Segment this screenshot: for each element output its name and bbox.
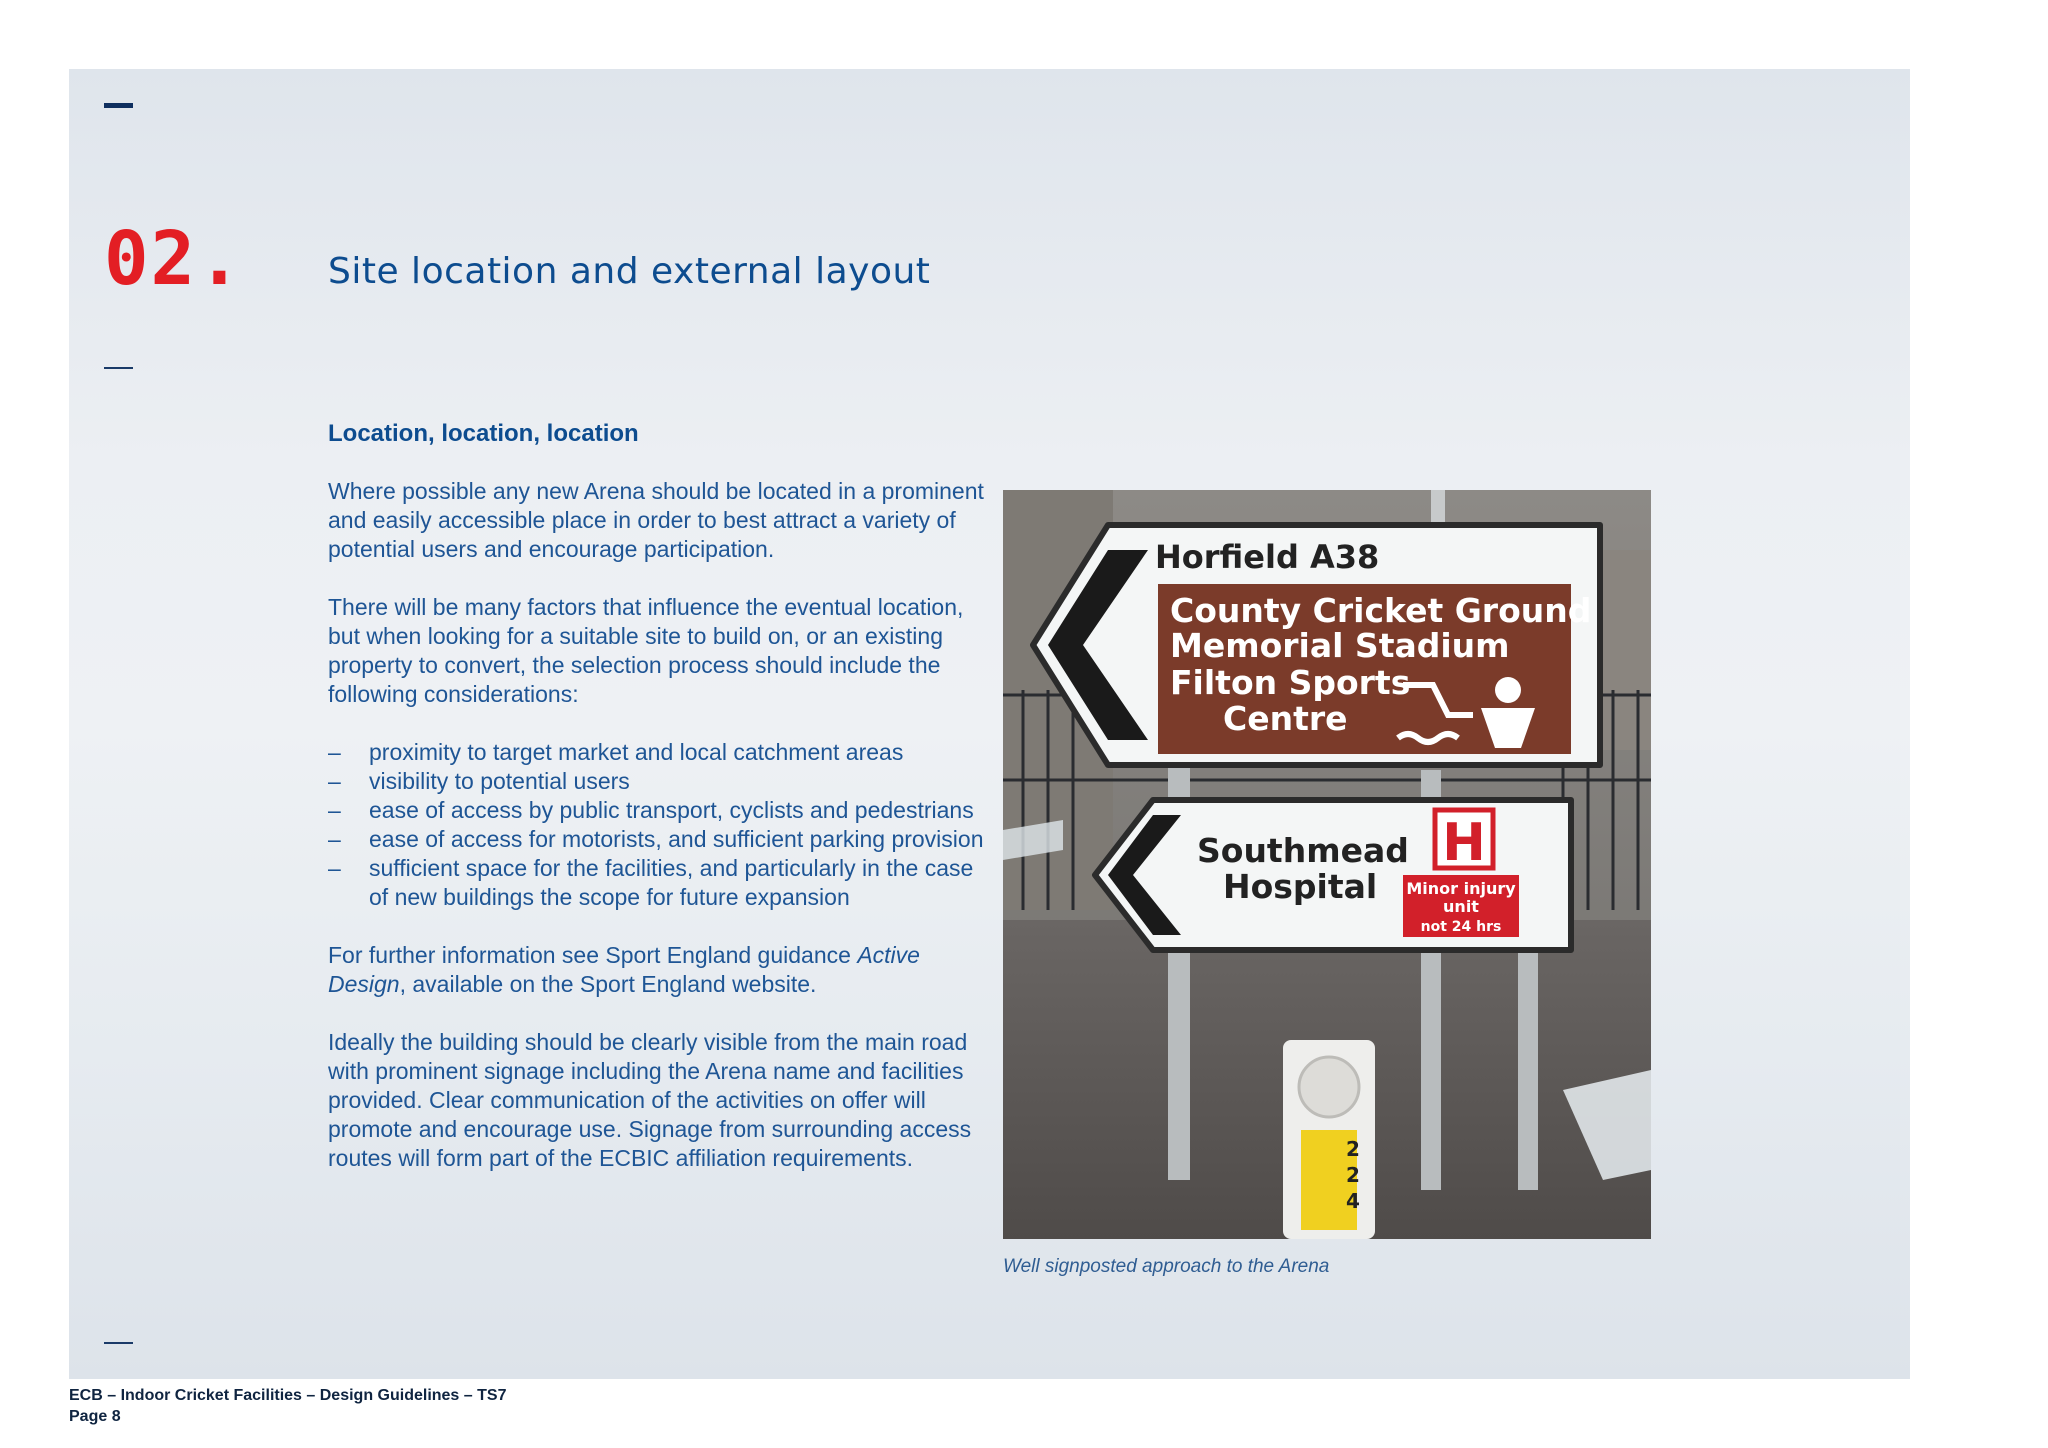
sign-destination: Filton Sports xyxy=(1170,663,1411,702)
sign-route-text: Horfield A38 xyxy=(1155,538,1380,576)
signpost-photo xyxy=(1003,490,1651,1239)
page-footer xyxy=(69,1385,506,1427)
hospital-letter: H xyxy=(1442,813,1486,873)
text: , available on the Sport England website. xyxy=(399,970,817,997)
guidance-title: Active Design xyxy=(328,941,920,997)
list-item: – ease of access for motorists, and sufficient parking provision xyxy=(328,825,988,854)
bollard-number: 4 xyxy=(1346,1189,1360,1213)
body-text xyxy=(328,420,988,1202)
sign-destination: Memorial Stadium xyxy=(1170,626,1510,665)
list-item: – proximity to target market and local catchment areas xyxy=(328,738,988,767)
list-item: – ease of access by public transport, cyclists and pedestrians xyxy=(328,796,988,825)
sign-destination: County Cricket Ground xyxy=(1170,591,1592,630)
section-heading: Location, location, location xyxy=(328,420,639,447)
bollard-number: 2 xyxy=(1346,1163,1360,1187)
photo-caption: Well signposted approach to the Arena xyxy=(1003,1256,1330,1277)
section-marker-dash xyxy=(104,103,133,108)
divider-dash xyxy=(104,367,133,369)
page-number: Page 8 xyxy=(69,1408,121,1425)
paragraph: There will be many factors that influence the eventual location, but when looking for a suitable site to build on, or an existing property to convert, the selection process should include the following considerations: xyxy=(328,593,964,707)
chapter-number: 02. xyxy=(104,216,244,302)
bollard-lamp xyxy=(1299,1057,1359,1117)
list-item: – visibility to potential users xyxy=(328,767,988,796)
bollard-number: 2 xyxy=(1346,1137,1360,1161)
sign-destination: Hospital xyxy=(1223,867,1378,906)
minor-injury-text: unit xyxy=(1443,897,1479,916)
text: For further information see Sport England guidance xyxy=(328,941,858,968)
paragraph: Ideally the building should be clearly visible from the main road with prominent signage including the Arena name and facilities provided. Clear communication of the activities on offer will promote and encourage use. Signage from surrounding access routes will form part of the ECBIC affiliation requirements. xyxy=(328,1028,972,1171)
document-title: ECB – Indoor Cricket Facilities – Design Guidelines – TS7 xyxy=(69,1387,507,1404)
sign-destination: Centre xyxy=(1223,699,1348,738)
considerations-list xyxy=(328,738,988,912)
chapter-title: Site location and external layout xyxy=(328,251,931,292)
minor-injury-text: Minor injury xyxy=(1406,879,1516,898)
minor-injury-text: not 24 hrs xyxy=(1420,919,1502,935)
list-item: – sufficient space for the facilities, and particularly in the case of new buildings the scope for future expansion xyxy=(328,854,988,912)
paragraph: Where possible any new Arena should be located in a prominent and easily accessible place in order to best attract a variety of potential users and encourage participation. xyxy=(328,477,984,562)
divider-dash xyxy=(104,1342,133,1344)
sign-destination: Southmead xyxy=(1197,831,1409,870)
paragraph-further-info xyxy=(328,941,988,999)
